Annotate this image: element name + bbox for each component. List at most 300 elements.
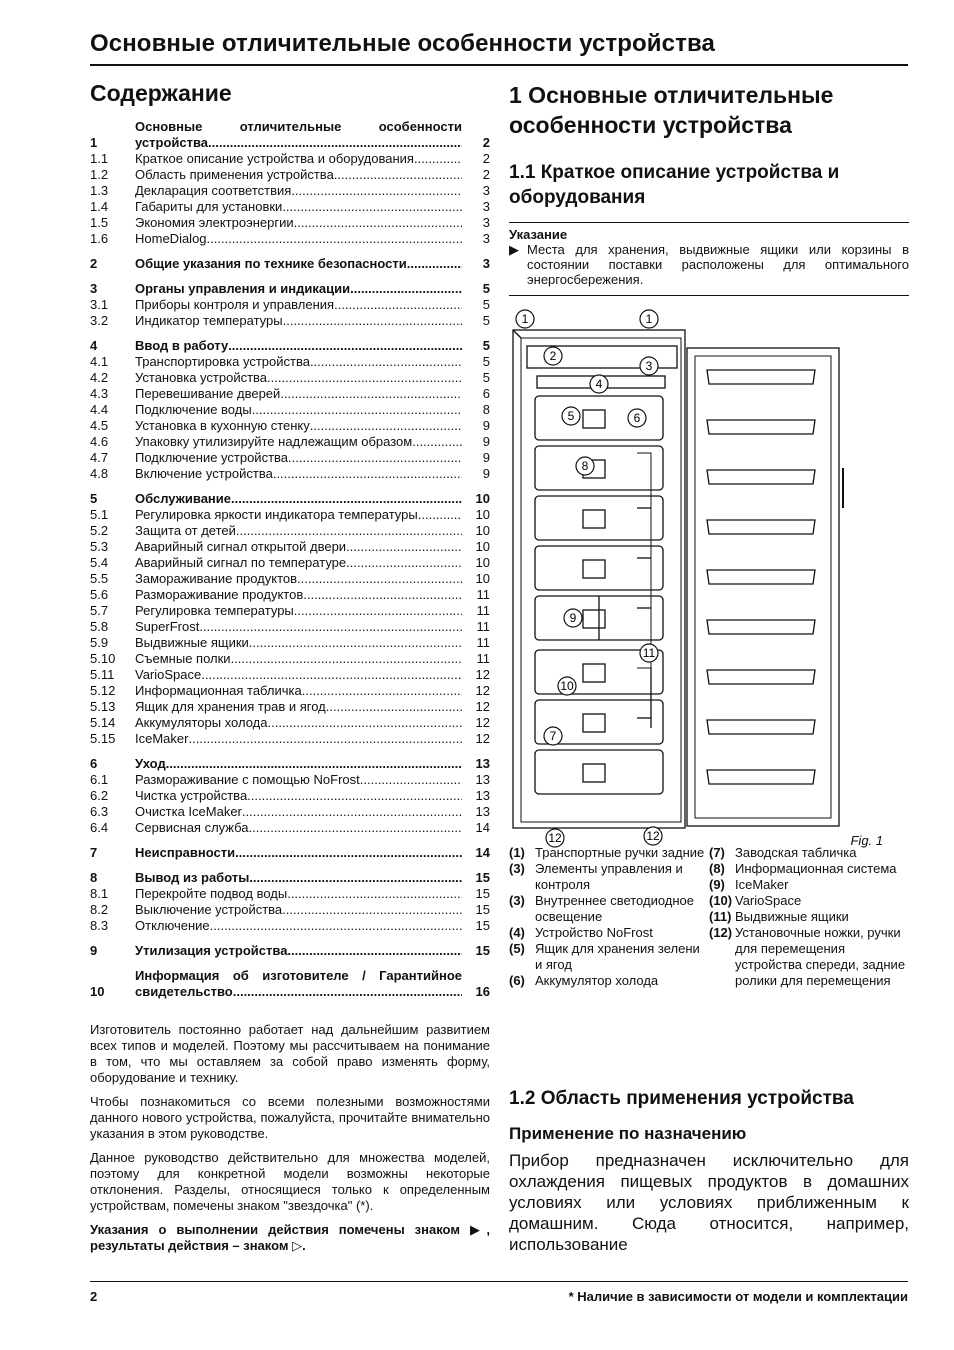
intro-paragraph: Изготовитель постоянно работает над дальнейшим развитием всех типов и моделей. Поэтому мы рассчитываем на понимание в том, что мы оставляем за собой право изменять форму, оборудование и технику. [90,1022,490,1085]
drawer-handle [583,410,605,428]
toc-entry-number: 3.2 [90,313,109,328]
page-number: 2 [90,1289,98,1304]
toc-entry-title [135,731,462,747]
toc-entry[interactable] [90,199,490,215]
toc-entry[interactable] [90,523,490,539]
toc-entry[interactable] [90,313,490,329]
toc-entry-title-text: Аварийный сигнал открытой двери [135,539,347,554]
toc-entry-title [135,434,462,450]
toc-entry-number: 3 [90,281,98,296]
toc-entry-number: 4 [90,338,98,353]
toc-entry-title-text: Индикатор температуры [135,313,283,328]
toc-entry[interactable] [90,555,490,571]
toc-entry-page: 14 [475,845,490,860]
toc-entry-title-text: HomeDialog [135,231,207,246]
toc-entry-page: 9 [482,418,490,433]
toc-entry[interactable] [90,434,490,450]
drawer-handle [583,764,605,782]
drawer-handle [583,664,605,682]
toc-entry-page: 10 [475,539,490,554]
legend-item [709,845,909,861]
door-shelf [707,470,815,484]
toc-entry-page: 3 [482,231,490,246]
toc-entry-number: 5.1 [90,507,109,522]
door-shelf [707,570,815,584]
toc-entry-number: 1.4 [90,199,109,214]
legend-left-column [509,845,709,989]
toc-entry-page: 13 [475,804,490,819]
toc-entry-title [135,788,462,804]
toc-entry-number: 6 [90,756,98,771]
toc-entry[interactable] [90,886,490,902]
toc-entry-title [135,418,462,434]
toc-entry[interactable] [90,902,490,918]
toc-entry-title-text: Приборы контроля и управления [135,297,335,312]
toc-entry[interactable] [90,354,490,370]
toc-entry-title-text: Съемные полки [135,651,231,666]
toc-entry[interactable] [90,466,490,482]
toc-entry[interactable] [90,918,490,934]
legend-number: (12) [709,925,733,940]
legend-text: Устройство NoFrost [535,925,653,940]
toc-entry-page: 15 [475,902,490,917]
toc-entry-title-text: Декларация соответствия [135,183,292,198]
toc-entry-title-text: Краткое описание устройства и оборудования [135,151,414,166]
toc-entry-number: 5.3 [90,539,109,554]
legend-text: Выдвижные ящики [735,909,849,924]
legend-text: Элементы управления и контроля [535,861,683,892]
toc-entry-page: 9 [482,466,490,481]
toc-entry-number: 8 [90,870,98,885]
toc-entry-number: 6.1 [90,772,109,787]
toc-entry-page: 12 [475,699,490,714]
toc-entry[interactable] [90,587,490,603]
door-shelf [707,620,815,634]
toc-entry[interactable] [90,370,490,386]
legend-number: (3) [509,861,525,876]
toc-entry-title [135,297,462,313]
toc-entry-page: 11 [476,587,490,602]
toc-entry-title-text: Размораживание с помощью NoFrost [135,772,360,787]
toc-entry-page: 16 [475,984,490,999]
toc-entry[interactable] [90,820,490,836]
toc-entry-number: 1.6 [90,231,109,246]
toc-entry-page: 12 [475,683,490,698]
toc-entry[interactable] [90,635,490,651]
legend-item [509,973,709,989]
toc-entry-page: 2 [482,151,490,166]
toc-entry-page: 10 [475,555,490,570]
door-shelf [707,420,815,434]
toc-entry-number: 3.1 [90,297,109,312]
drawer-handle [583,510,605,528]
toc-entry-title-line2: устройства [135,135,209,150]
toc-entry[interactable] [90,683,490,699]
drawer-handle [583,560,605,578]
toc-entry-page: 10 [475,491,490,506]
toc-entry-title [135,256,462,272]
toc-entry-number: 6.4 [90,820,109,835]
legend-number: (7) [709,845,725,860]
result-note-text: , результаты действия – знаком [90,1222,490,1253]
note-label: Указание [509,227,568,242]
legend-number: (10) [709,893,733,908]
toc-entry[interactable] [90,256,490,272]
toc-entry-title-text: VarioSpace [135,667,202,682]
toc-entry-number: 5.5 [90,571,109,586]
legend-item [509,925,709,941]
door-shelf [707,720,815,734]
toc-entry-page: 5 [482,370,490,385]
toc-entry-title [135,466,462,482]
toc-entry-title [135,167,462,183]
toc-entry-title-text: Область применения устройства [135,167,334,182]
toc-entry-title [135,281,462,297]
toc-entry-number: 5.11 [90,667,115,682]
toc-entry-title-text: Выключение устройства [135,902,283,917]
toc-entry[interactable] [90,772,490,788]
callout-label: 12 [646,829,660,843]
toc-entry-title-text: SuperFrost [135,619,200,634]
toc-entry-title-text: Ввод в работу [135,338,229,353]
toc-entry[interactable] [90,756,490,772]
intro-text [90,1022,490,1254]
toc-entry[interactable] [90,386,490,402]
toc-entry-title-text: Органы управления и индикации [135,281,351,296]
toc-entry-number: 4.3 [90,386,109,401]
toc-entry-page: 11 [476,603,490,618]
callout-label: 9 [569,611,577,625]
toc-entry-number: 5.8 [90,619,109,634]
callout-label: 1 [521,312,529,326]
toc-entry-title [135,539,462,555]
toc-entry-title [135,918,462,934]
intro-paragraph: Чтобы познакомиться со всеми полезными возможностями данного нового устройства, пожалуйста, прочитайте внимательно указания в этом руководстве. [90,1094,490,1141]
drawer [535,750,663,794]
toc-entry-title-text: Сервисная служба [135,820,249,835]
toc-entry-page: 12 [475,715,490,730]
toc-entry-page: 3 [482,256,490,271]
toc-entry-title [135,603,462,619]
intro-action-note [90,1222,490,1254]
toc-entry-title [135,683,462,699]
toc-entry-title-line2: свидетельство [135,984,233,999]
toc-entry-title [135,354,462,370]
toc-entry-title-text: Информационная табличка [135,683,302,698]
toc-entry-title [135,870,462,886]
left-column [90,80,490,1262]
toc-entry-number: 5.10 [90,651,116,666]
toc-entry[interactable] [90,338,490,354]
toc-entry-number: 10 [90,984,105,999]
page-footer [90,1281,908,1304]
toc-entry[interactable] [90,418,490,434]
toc-entry[interactable] [90,297,490,313]
toc-entry-title-text: Установка в кухонную стенку [135,418,310,433]
toc-entry-title [135,845,462,861]
toc-entry[interactable] [90,151,490,167]
toc-entry[interactable] [90,845,490,861]
toc-entry-title [135,523,462,539]
toc-entry[interactable] [90,788,490,804]
toc-entry[interactable] [90,603,490,619]
toc-entry-title [135,699,462,715]
toc-entry-title [135,886,462,902]
legend-item [509,893,709,925]
table-of-contents [90,119,490,1000]
toc-entry-title-text: Транспортировка устройства [135,354,310,369]
toc-entry-title-text: Выдвижные ящики [135,635,249,650]
toc-entry[interactable] [90,571,490,587]
door-shelf [707,770,815,784]
toc-entry-title [135,119,462,151]
toc-entry-title-text: Вывод из работы [135,870,250,885]
toc-entry-title-text: Аварийный сигнал по температуре [135,555,347,570]
toc-entry-number: 5.4 [90,555,109,570]
drawer-handle [583,714,605,732]
drawer [535,546,663,590]
legend-item [709,877,909,893]
toc-entry-title [135,507,462,523]
section-12 [509,1088,909,1255]
callout-label: 3 [645,359,653,373]
toc-entry[interactable] [90,183,490,199]
legend-text: Установочные ножки, ручки для перемещения устройства спереди, задние ролики для перемещения [735,925,906,988]
toc-entry-title-text: Упаковку утилизируйте надлежащим образом [135,434,413,449]
toc-entry-number: 7 [90,845,98,860]
cabinet-outline [513,330,685,828]
toc-entry-title-line1: Информация об изготовителе / Гарантийное [135,968,462,983]
footer-note: * Наличие в зависимости от модели и комплектации [568,1289,908,1304]
toc-entry-page: 11 [476,651,490,666]
legend-item [509,861,709,893]
drawer [535,496,663,540]
toc-entry-page: 10 [475,523,490,538]
legend-text: Информационная система [735,861,897,876]
toc-entry-number: 5.2 [90,523,109,538]
toc-entry[interactable] [90,231,490,247]
toc-entry[interactable] [90,119,490,151]
toc-entry-page: 3 [482,199,490,214]
freezer-figure [509,308,909,848]
toc-entry-title-text: Экономия электроэнергии [135,215,294,230]
toc-entry[interactable] [90,968,490,1000]
toc-entry[interactable] [90,450,490,466]
toc-entry[interactable] [90,539,490,555]
toc-entry[interactable] [90,215,490,231]
section-title: 1 Основные отличительные особенности устройства [509,82,834,138]
toc-entry-page: 3 [482,183,490,198]
note-text: Места для хранения, выдвижные ящики или корзины в состоянии поставки расположены для оптимального энергосбережения. [527,242,909,287]
toc-entry[interactable] [90,715,490,731]
callout-label: 2 [549,349,557,363]
toc-heading: Содержание [90,80,232,106]
toc-entry-title [135,199,462,215]
toc-entry-page: 5 [482,313,490,328]
toc-entry-number: 1.2 [90,167,109,182]
toc-entry-title-text: Чистка устройства [135,788,248,803]
legend-number: (3) [509,893,525,908]
toc-entry-title [135,968,462,1000]
toc-entry-number: 1.1 [90,151,109,166]
action-triangle-icon: ▶ [469,1222,487,1237]
toc-entry-page: 8 [482,402,490,417]
toc-entry-page: 11 [476,619,490,634]
toc-entry-title [135,619,462,635]
toc-entry-page: 6 [482,386,490,401]
toc-entry-title-text: Размораживание продуктов [135,587,304,602]
toc-entry-number: 5.12 [90,683,116,698]
toc-entry-page: 5 [482,281,490,296]
toc-entry-page: 3 [482,215,490,230]
toc-entry[interactable] [90,402,490,418]
toc-entry[interactable] [90,507,490,523]
toc-entry-number: 1 [90,135,98,150]
callout-label: 11 [642,646,656,660]
toc-entry-title [135,491,462,507]
toc-entry[interactable] [90,167,490,183]
legend-text: Внутреннее светодиодное освещение [535,893,695,924]
toc-entry-page: 15 [475,870,490,885]
toc-entry-number: 1.3 [90,183,109,198]
toc-entry-title-line1: Основные отличительные особенности [135,119,462,134]
toc-entry-title-text: Обслуживание [135,491,232,506]
page-header-title: Основные отличительные особенности устройства [90,30,715,57]
drawer-handle [583,610,605,628]
toc-entry-page: 13 [475,756,490,771]
toc-entry-number: 6.3 [90,804,109,819]
legend-text: Аккумулятор холода [535,973,659,988]
callout-label: 1 [645,312,653,326]
legend-text: Транспортные ручки задние [535,845,705,860]
toc-entry-number: 5.7 [90,603,109,618]
toc-entry[interactable] [90,731,490,747]
callout-label: 6 [633,411,641,425]
toc-entry[interactable] [90,651,490,667]
toc-entry-title [135,338,462,354]
legend-number: (8) [709,861,725,876]
toc-entry-title [135,555,462,571]
toc-entry-page: 5 [482,354,490,369]
toc-entry-page: 2 [482,167,490,182]
toc-entry-number: 5.13 [90,699,116,714]
legend-right-column [709,845,909,989]
toc-entry[interactable] [90,804,490,820]
toc-entry-page: 14 [475,820,490,835]
legend-number: (9) [709,877,725,892]
page-header [90,30,908,66]
toc-entry-number: 4.6 [90,434,109,449]
toc-entry-title [135,183,462,199]
note-box [509,222,909,296]
door-shelf [707,670,815,684]
toc-entry-title [135,804,462,820]
toc-entry-title-text: Неисправности [135,845,236,860]
toc-entry-title-text: Перевешивание дверей [135,386,281,401]
figure-caption: Fig. 1 [850,833,883,848]
right-column [509,80,909,848]
toc-entry-title-text: Перекройте подвод воды [135,886,288,901]
toc-entry-number: 4.5 [90,418,109,433]
door-shelf [707,520,815,534]
toc-entry-title-text: IceMaker [135,731,189,746]
toc-entry-title [135,635,462,651]
legend-text: IceMaker [735,877,789,892]
legend-number: (5) [509,941,525,956]
legend-number: (1) [509,845,525,860]
toc-entry-number: 5 [90,491,98,506]
toc-entry-title-text: Очистка IceMaker [135,804,242,819]
toc-entry-title [135,667,462,683]
toc-entry-title [135,370,462,386]
callout-label: 12 [548,831,562,845]
note-end: . [302,1238,306,1253]
toc-entry-title-text: Ящик для хранения трав и ягод [135,699,326,714]
toc-entry-title [135,715,462,731]
toc-entry-number: 9 [90,943,98,958]
toc-entry-title [135,450,462,466]
toc-entry-title-text: Замораживание продуктов [135,571,298,586]
toc-entry[interactable] [90,619,490,635]
subsection-title: 1.1 Краткое описание устройства и оборудования [509,162,840,208]
legend-number: (11) [709,909,732,924]
toc-entry-number: 8.3 [90,918,109,933]
freezer-diagram [509,308,909,848]
toc-entry-number: 5.9 [90,635,109,650]
toc-entry-number: 1.5 [90,215,109,230]
toc-entry-title [135,943,462,959]
legend-number: (6) [509,973,525,988]
toc-entry[interactable] [90,699,490,715]
toc-entry-title-text: Установка устройства [135,370,268,385]
action-note-text: Указания о выполнении действия помечены знаком [90,1222,460,1237]
intended-use-heading: Применение по назначению [509,1124,747,1143]
toc-entry-title [135,402,462,418]
toc-entry-page: 10 [475,507,490,522]
toc-entry-number: 8.1 [90,886,109,901]
toc-entry-title [135,231,462,247]
toc-entry-page: 9 [482,450,490,465]
callout-label: 10 [560,679,574,693]
toc-entry-number: 4.2 [90,370,109,385]
toc-entry[interactable] [90,870,490,886]
toc-entry-page: 5 [482,297,490,312]
toc-entry-page: 2 [482,135,490,150]
toc-entry-title-text: Аккумуляторы холода [135,715,268,730]
toc-entry-page: 10 [475,571,490,586]
toc-entry-number: 4.7 [90,450,109,465]
toc-entry[interactable] [90,281,490,297]
toc-entry[interactable] [90,491,490,507]
toc-entry-number: 4.1 [90,354,109,369]
toc-entry-page: 15 [475,886,490,901]
toc-entry[interactable] [90,667,490,683]
toc-entry-number: 5.6 [90,587,109,602]
legend-text: Ящик для хранения зелени и ягод [535,941,700,972]
toc-entry-title [135,651,462,667]
toc-entry-number: 5.14 [90,715,116,730]
toc-entry-page: 13 [475,788,490,803]
toc-entry-title-text: Общие указания по технике безопасности [135,256,407,271]
toc-entry-title [135,902,462,918]
toc-entry-title [135,571,462,587]
toc-entry-title-text: Защита от детей [135,523,236,538]
callout-label: 5 [567,409,575,423]
toc-entry-page: 12 [475,731,490,746]
toc-entry-number: 6.2 [90,788,109,803]
toc-entry-title-text: Отключение [135,918,210,933]
toc-entry[interactable] [90,943,490,959]
